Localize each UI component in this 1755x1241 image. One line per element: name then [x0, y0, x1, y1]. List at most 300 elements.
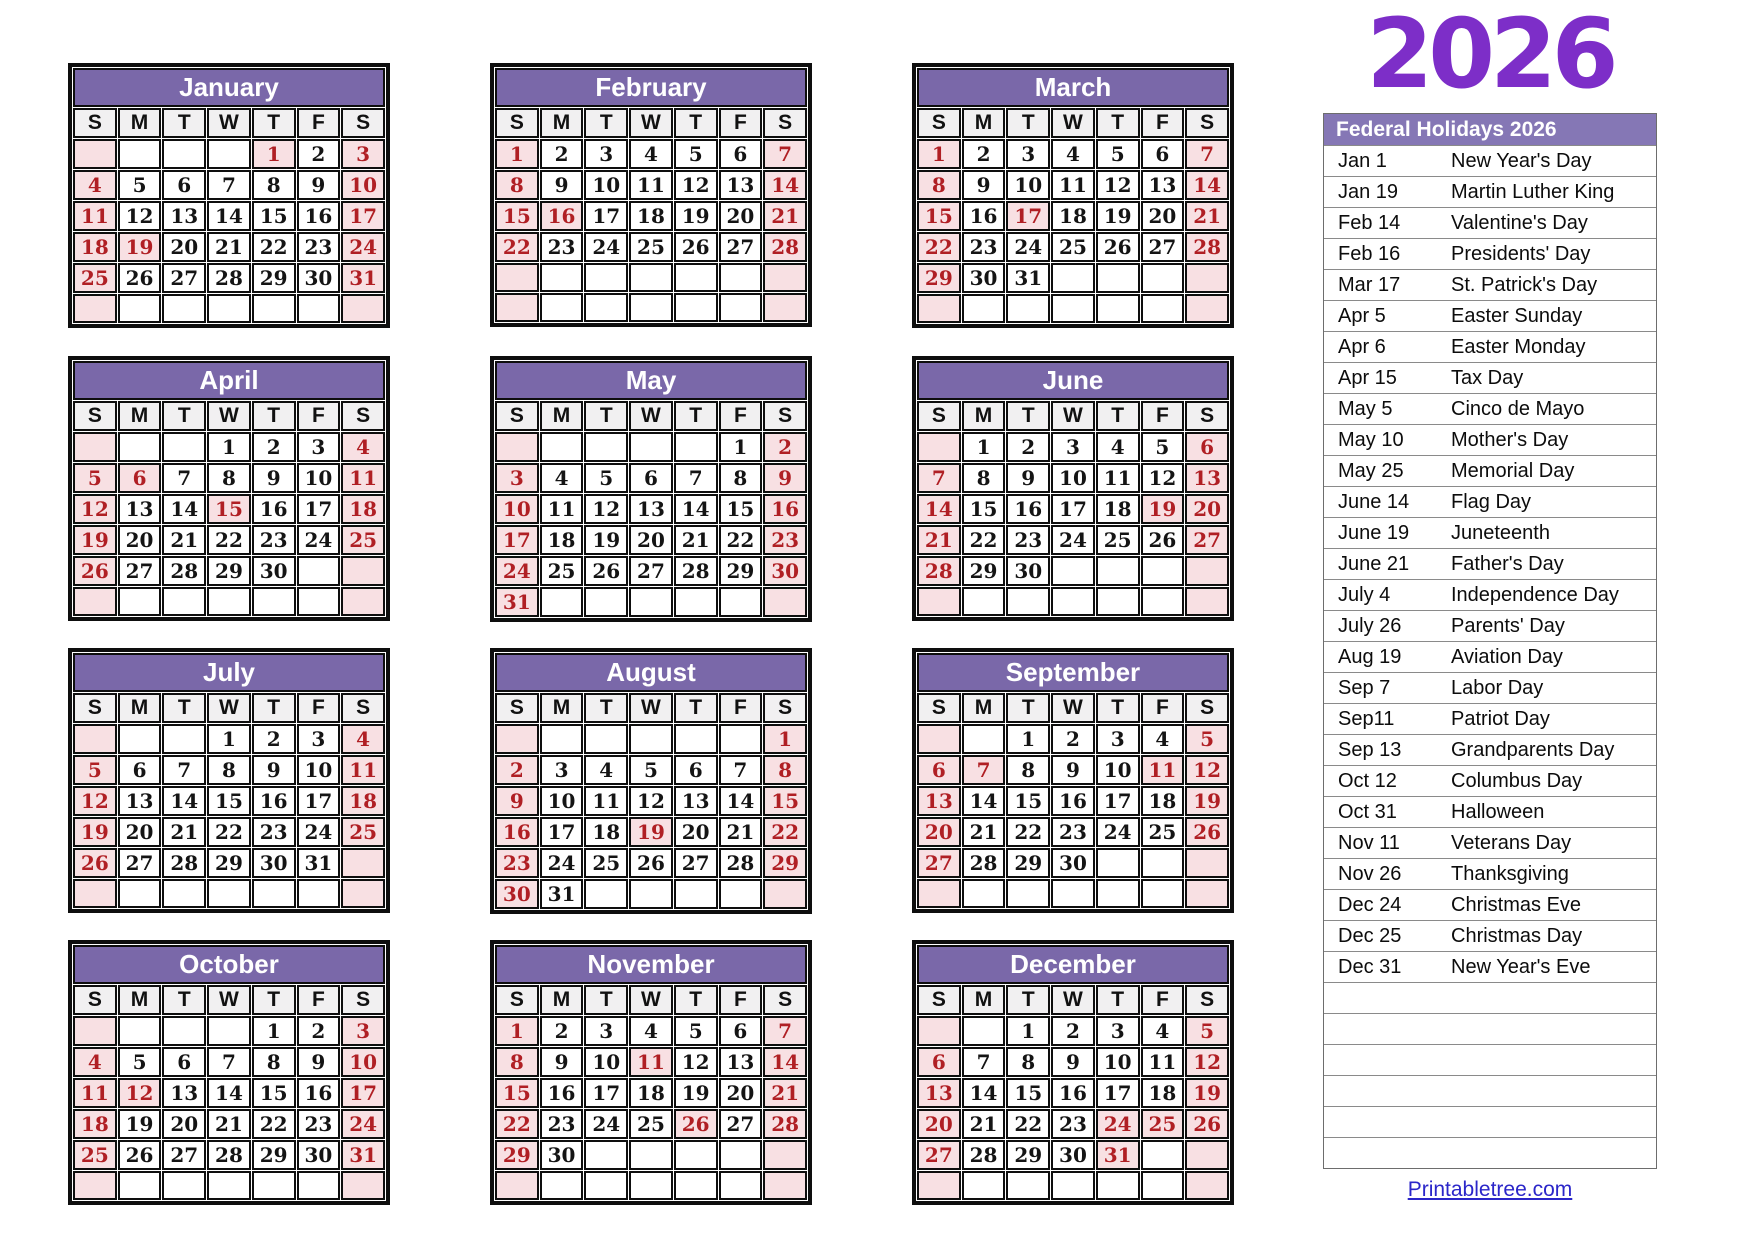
week-row: [495, 786, 807, 816]
day-cell: [584, 263, 628, 292]
day-cell: [584, 1140, 628, 1170]
day-cell: [162, 587, 206, 616]
day-cell: [584, 879, 628, 909]
holiday-name: Grandparents Day: [1451, 739, 1615, 761]
day-cell: 21: [162, 817, 206, 847]
day-cell: 22: [495, 1109, 539, 1139]
weekday-header: S: [495, 401, 539, 431]
week-row: [917, 1016, 1229, 1046]
day-cell: 28: [207, 263, 251, 293]
day-cell: 20: [917, 1109, 961, 1139]
weekday-header-row: [495, 985, 807, 1015]
day-cell: [584, 432, 628, 462]
weekday-header: S: [917, 108, 961, 138]
holiday-row: [1324, 765, 1656, 796]
day-cell: 4: [1051, 139, 1095, 169]
weekday-header: S: [917, 693, 961, 723]
day-cell: 12: [674, 1047, 718, 1077]
day-cell: 31: [341, 263, 385, 293]
holiday-name: Martin Luther King: [1451, 181, 1615, 203]
week-row: [73, 432, 385, 462]
day-cell: [495, 1171, 539, 1200]
day-cell: [162, 1171, 206, 1200]
day-cell: [584, 724, 628, 754]
day-cell: 17: [495, 525, 539, 555]
day-cell: 14: [162, 494, 206, 524]
week-row: [73, 232, 385, 262]
day-cell: [73, 724, 117, 754]
day-cell: [162, 139, 206, 169]
day-cell: 10: [297, 463, 341, 493]
day-cell: 9: [763, 463, 807, 493]
day-cell: 5: [118, 170, 162, 200]
weekday-header: F: [297, 693, 341, 723]
week-row: [495, 556, 807, 586]
week-row: [73, 724, 385, 754]
day-cell: 16: [252, 786, 296, 816]
month-title: August: [495, 653, 807, 692]
day-cell: 1: [495, 1016, 539, 1046]
day-cell: 14: [674, 494, 718, 524]
day-cell: 10: [1006, 170, 1050, 200]
day-cell: 18: [73, 1109, 117, 1139]
day-cell: 25: [629, 1109, 673, 1139]
day-cell: 5: [73, 463, 117, 493]
day-cell: 30: [1006, 556, 1050, 586]
day-cell: 18: [73, 232, 117, 262]
day-cell: 31: [1006, 263, 1050, 293]
day-cell: 25: [1051, 232, 1095, 262]
day-cell: [162, 294, 206, 323]
weekday-header: T: [674, 108, 718, 138]
day-cell: 7: [207, 1047, 251, 1077]
day-cell: [73, 587, 117, 616]
day-cell: 1: [207, 432, 251, 462]
day-cell: 6: [162, 170, 206, 200]
day-cell: 24: [1051, 525, 1095, 555]
day-cell: 10: [495, 494, 539, 524]
month-calendar: [490, 63, 812, 327]
weekday-header: S: [1185, 985, 1229, 1015]
month-calendar: [68, 648, 390, 913]
weekday-header-row: [917, 108, 1229, 138]
holiday-date: Dec 31: [1338, 956, 1402, 978]
day-cell: 4: [73, 1047, 117, 1077]
day-cell: 26: [118, 263, 162, 293]
weekday-header: S: [73, 108, 117, 138]
day-cell: 24: [341, 232, 385, 262]
weekday-header: M: [962, 108, 1006, 138]
day-cell: 26: [73, 556, 117, 586]
week-row: [73, 848, 385, 878]
day-cell: 30: [297, 1140, 341, 1170]
day-cell: 17: [540, 817, 584, 847]
day-cell: 4: [629, 1016, 673, 1046]
day-cell: 8: [495, 1047, 539, 1077]
day-cell: [1185, 294, 1229, 323]
week-row: [73, 463, 385, 493]
day-cell: 18: [629, 201, 673, 231]
month-table: [68, 356, 390, 621]
printabletree-link[interactable]: Printabletree.com: [1407, 1178, 1573, 1201]
day-cell: 3: [1051, 432, 1095, 462]
day-cell: 25: [1096, 525, 1140, 555]
day-cell: [962, 294, 1006, 323]
day-cell: 14: [162, 786, 206, 816]
day-cell: 27: [162, 1140, 206, 1170]
day-cell: [118, 139, 162, 169]
day-cell: 21: [962, 817, 1006, 847]
day-cell: 9: [252, 463, 296, 493]
day-cell: 4: [629, 139, 673, 169]
day-cell: 10: [584, 170, 628, 200]
day-cell: [73, 294, 117, 323]
day-cell: 29: [495, 1140, 539, 1170]
weekday-header: S: [763, 985, 807, 1015]
day-cell: [1096, 263, 1140, 293]
day-cell: 6: [917, 755, 961, 785]
holiday-name: New Year's Day: [1451, 150, 1592, 172]
day-cell: 7: [962, 755, 1006, 785]
holiday-name: Valentine's Day: [1451, 212, 1588, 234]
weekday-header: S: [73, 693, 117, 723]
day-cell: 25: [73, 1140, 117, 1170]
day-cell: [540, 263, 584, 292]
day-cell: [252, 587, 296, 616]
month-table: [490, 648, 812, 914]
day-cell: 2: [962, 139, 1006, 169]
day-cell: 6: [1185, 432, 1229, 462]
day-cell: 6: [719, 139, 763, 169]
day-cell: [719, 263, 763, 292]
week-row: [495, 1078, 807, 1108]
day-cell: [1185, 1140, 1229, 1170]
day-cell: [917, 1171, 961, 1200]
weekday-header: M: [962, 401, 1006, 431]
day-cell: 28: [763, 232, 807, 262]
day-cell: [719, 879, 763, 909]
holiday-name: Halloween: [1451, 801, 1545, 823]
day-cell: 16: [1006, 494, 1050, 524]
day-cell: 17: [584, 201, 628, 231]
day-cell: 11: [1141, 1047, 1185, 1077]
holiday-name: Patriot Day: [1451, 708, 1550, 730]
day-cell: 11: [1141, 755, 1185, 785]
day-cell: 2: [297, 1016, 341, 1046]
month-body: [73, 361, 385, 616]
day-cell: 24: [1006, 232, 1050, 262]
day-cell: 24: [341, 1109, 385, 1139]
day-cell: 1: [207, 724, 251, 754]
holiday-date: Oct 31: [1338, 801, 1397, 823]
day-cell: 1: [763, 724, 807, 754]
weekday-header: F: [719, 985, 763, 1015]
week-row: [73, 1078, 385, 1108]
day-cell: 5: [674, 139, 718, 169]
day-cell: 30: [495, 879, 539, 909]
day-cell: 4: [341, 432, 385, 462]
weekday-header: M: [962, 985, 1006, 1015]
weekday-header: T: [1006, 401, 1050, 431]
week-row: [917, 525, 1229, 555]
weekday-header: T: [162, 693, 206, 723]
day-cell: [297, 587, 341, 616]
day-cell: 14: [207, 201, 251, 231]
day-cell: 1: [495, 139, 539, 169]
day-cell: 10: [540, 786, 584, 816]
month-body: [917, 68, 1229, 323]
day-cell: 3: [584, 139, 628, 169]
day-cell: 31: [297, 848, 341, 878]
day-cell: 24: [297, 525, 341, 555]
weekday-header-row: [917, 985, 1229, 1015]
day-cell: [73, 879, 117, 908]
week-row: [917, 263, 1229, 293]
week-row: [917, 1171, 1229, 1200]
day-cell: 23: [297, 232, 341, 262]
day-cell: 18: [540, 525, 584, 555]
day-cell: 30: [962, 263, 1006, 293]
weekday-header: T: [674, 985, 718, 1015]
day-cell: 7: [763, 139, 807, 169]
day-cell: 19: [674, 201, 718, 231]
day-cell: [629, 1140, 673, 1170]
day-cell: [495, 724, 539, 754]
week-row: [917, 587, 1229, 616]
day-cell: 27: [719, 1109, 763, 1139]
month-body: [73, 945, 385, 1200]
day-cell: 13: [162, 1078, 206, 1108]
month-table: [912, 63, 1234, 328]
day-cell: 3: [297, 432, 341, 462]
month-calendar: [490, 940, 812, 1205]
weekday-header: S: [917, 401, 961, 431]
holiday-date: Aug 19: [1338, 646, 1402, 668]
weekday-header: W: [1051, 985, 1095, 1015]
day-cell: 14: [1185, 170, 1229, 200]
weekday-header: T: [252, 693, 296, 723]
day-cell: 15: [917, 201, 961, 231]
day-cell: [207, 1171, 251, 1200]
day-cell: 18: [1141, 1078, 1185, 1108]
day-cell: 26: [1185, 1109, 1229, 1139]
month-body: [917, 361, 1229, 616]
day-cell: 23: [252, 817, 296, 847]
day-cell: [674, 1171, 718, 1200]
week-row: [495, 587, 807, 617]
month-table: [490, 63, 812, 327]
holiday-date: Apr 5: [1338, 305, 1386, 327]
day-cell: 3: [584, 1016, 628, 1046]
day-cell: [962, 1171, 1006, 1200]
month-calendar: [912, 356, 1234, 621]
day-cell: 27: [1141, 232, 1185, 262]
holiday-date: Sep11: [1338, 708, 1395, 730]
weekday-header: F: [297, 401, 341, 431]
day-cell: 9: [297, 170, 341, 200]
day-cell: 11: [629, 170, 673, 200]
day-cell: 29: [917, 263, 961, 293]
day-cell: 24: [495, 556, 539, 586]
day-cell: 5: [1185, 1016, 1229, 1046]
day-cell: 20: [1185, 494, 1229, 524]
day-cell: 23: [1051, 1109, 1095, 1139]
day-cell: 8: [207, 755, 251, 785]
weekday-header-row: [73, 401, 385, 431]
weekday-header: W: [1051, 108, 1095, 138]
holiday-date: Oct 12: [1338, 770, 1397, 792]
day-cell: [1051, 587, 1095, 616]
day-cell: 25: [629, 232, 673, 262]
day-cell: [763, 1171, 807, 1200]
day-cell: 28: [719, 848, 763, 878]
day-cell: [1185, 556, 1229, 586]
day-cell: 21: [1185, 201, 1229, 231]
month-calendar: [68, 356, 390, 621]
holiday-empty-row: [1324, 1106, 1656, 1137]
month-calendar: [912, 940, 1234, 1205]
week-row: [73, 817, 385, 847]
day-cell: 22: [252, 1109, 296, 1139]
day-cell: 16: [252, 494, 296, 524]
holiday-date: July 26: [1338, 615, 1402, 637]
week-row: [495, 232, 807, 262]
day-cell: 23: [540, 1109, 584, 1139]
week-row: [495, 494, 807, 524]
day-cell: 16: [962, 201, 1006, 231]
holiday-row: [1324, 176, 1656, 207]
day-cell: 17: [297, 494, 341, 524]
day-cell: [629, 1171, 673, 1200]
week-row: [917, 494, 1229, 524]
day-cell: 8: [917, 170, 961, 200]
day-cell: 1: [252, 139, 296, 169]
weekday-header: S: [917, 985, 961, 1015]
week-row: [73, 263, 385, 293]
day-cell: 5: [674, 1016, 718, 1046]
holiday-name: Flag Day: [1451, 491, 1532, 513]
day-cell: 24: [1096, 817, 1140, 847]
week-row: [73, 1171, 385, 1200]
day-cell: 28: [1185, 232, 1229, 262]
week-row: [73, 1016, 385, 1046]
day-cell: 16: [297, 1078, 341, 1108]
month-title: January: [73, 68, 385, 107]
day-cell: 12: [1141, 463, 1185, 493]
day-cell: 21: [962, 1109, 1006, 1139]
day-cell: [719, 587, 763, 617]
day-cell: 23: [540, 232, 584, 262]
day-cell: [1185, 848, 1229, 878]
day-cell: [1006, 294, 1050, 323]
day-cell: [495, 432, 539, 462]
day-cell: 27: [118, 848, 162, 878]
day-cell: 1: [1006, 1016, 1050, 1046]
month-body: [495, 361, 807, 617]
day-cell: [584, 293, 628, 322]
week-row: [495, 139, 807, 169]
weekday-header: F: [719, 401, 763, 431]
day-cell: [118, 879, 162, 908]
week-row: [495, 201, 807, 231]
day-cell: 13: [1185, 463, 1229, 493]
day-cell: 6: [118, 463, 162, 493]
day-cell: [719, 1140, 763, 1170]
holiday-row: [1324, 238, 1656, 269]
day-cell: 3: [297, 724, 341, 754]
day-cell: [629, 432, 673, 462]
week-row: [917, 848, 1229, 878]
day-cell: [674, 263, 718, 292]
day-cell: 3: [341, 139, 385, 169]
weekday-header-row: [73, 985, 385, 1015]
day-cell: 13: [674, 786, 718, 816]
week-row: [495, 525, 807, 555]
holiday-name: Memorial Day: [1451, 460, 1575, 482]
weekday-header: M: [118, 985, 162, 1015]
day-cell: 23: [763, 525, 807, 555]
day-cell: 11: [73, 201, 117, 231]
week-row: [73, 1109, 385, 1139]
day-cell: 4: [73, 170, 117, 200]
weekday-header: T: [1006, 693, 1050, 723]
day-cell: 11: [584, 786, 628, 816]
holiday-name: Easter Sunday: [1451, 305, 1583, 327]
day-cell: 7: [162, 755, 206, 785]
weekday-header: T: [584, 985, 628, 1015]
month-body: [917, 945, 1229, 1200]
week-row: [73, 201, 385, 231]
day-cell: 12: [118, 201, 162, 231]
day-cell: 22: [495, 232, 539, 262]
weekday-header: F: [1141, 401, 1185, 431]
day-cell: [118, 432, 162, 462]
day-cell: 29: [252, 263, 296, 293]
day-cell: 13: [629, 494, 673, 524]
day-cell: 12: [674, 170, 718, 200]
weekday-header-row: [495, 693, 807, 723]
day-cell: [118, 1016, 162, 1046]
day-cell: 3: [1096, 1016, 1140, 1046]
week-row: [495, 1016, 807, 1046]
day-cell: 18: [629, 1078, 673, 1108]
holiday-name: Mother's Day: [1451, 429, 1569, 451]
day-cell: 3: [1006, 139, 1050, 169]
day-cell: 4: [1141, 1016, 1185, 1046]
day-cell: [207, 294, 251, 323]
day-cell: 19: [584, 525, 628, 555]
day-cell: [674, 293, 718, 322]
day-cell: 26: [674, 232, 718, 262]
holiday-row: [1324, 672, 1656, 703]
day-cell: 8: [252, 1047, 296, 1077]
day-cell: [162, 432, 206, 462]
day-cell: 9: [495, 786, 539, 816]
day-cell: 9: [1006, 463, 1050, 493]
holiday-name: Cinco de Mayo: [1451, 398, 1585, 420]
month-title: September: [917, 653, 1229, 692]
day-cell: 12: [1185, 1047, 1229, 1077]
day-cell: [1051, 879, 1095, 908]
weekday-header: S: [341, 985, 385, 1015]
day-cell: 14: [962, 786, 1006, 816]
month-table: [912, 648, 1234, 913]
month-calendar: [912, 648, 1234, 913]
weekday-header: T: [1096, 985, 1140, 1015]
month-title-row: [495, 653, 807, 692]
day-cell: [1096, 294, 1140, 323]
day-cell: 23: [252, 525, 296, 555]
